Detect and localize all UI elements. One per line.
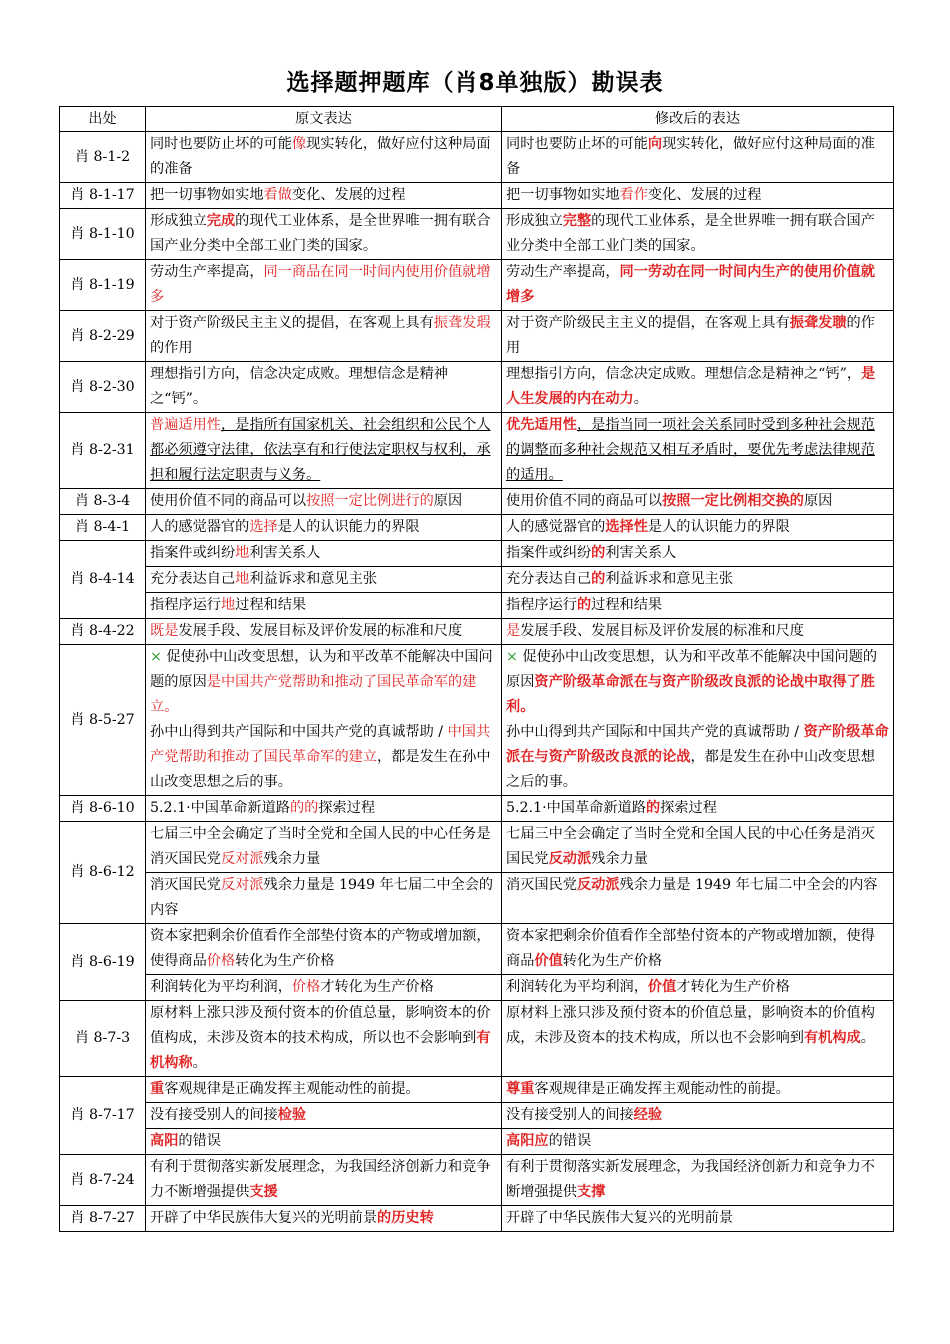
text-segment: 促使孙中山改变思想，认为和平改革不能解决中国问题的原因 [506, 649, 878, 690]
text-segment: 完成 [206, 213, 236, 229]
original-text-cell [146, 567, 502, 593]
text-segment: 价格 [291, 979, 321, 995]
text-segment: 指案件或纠纷 [150, 545, 236, 561]
text-segment: ，是指所有国家机关、社会组织和公民个人都必须遵守法律，依法享有和行使法定职权与权利，承担和履行法定职责与义务。 [150, 417, 491, 483]
text-segment: 原材料上涨只涉及预付资本的价值总量，影响资本的价值构成，未涉及资本的技术构成，所以也不会影响到 [150, 1005, 491, 1046]
table-row [60, 209, 894, 260]
text-segment: 振聋发瑕 [433, 315, 491, 331]
text-segment: 的 [645, 800, 661, 816]
source-cell: 肖 8-6-19 [60, 924, 146, 1001]
table-row [60, 975, 894, 1001]
original-text-cell [146, 413, 502, 489]
text-segment: 检验 [277, 1107, 307, 1123]
text-segment: 向 [647, 136, 663, 152]
original-text-cell [146, 645, 502, 796]
revised-text-cell [502, 260, 894, 311]
text-segment: 是人的认识能力的界限 [277, 519, 420, 535]
text-segment: 的错误 [548, 1133, 592, 1149]
text-segment: 价格 [206, 953, 236, 969]
revised-text-cell [502, 362, 894, 413]
table-row [60, 541, 894, 567]
text-segment: 的的 [289, 800, 319, 816]
table-row [60, 796, 894, 822]
revised-text-cell [502, 489, 894, 515]
text-segment: × [150, 649, 167, 665]
text-segment: 过程和结果 [591, 597, 663, 613]
revised-text-cell [502, 1103, 894, 1129]
table-row [60, 593, 894, 619]
text-segment: 地 [235, 545, 250, 561]
text-segment: 中国共产党帮助和推动了国民革命军的建立 [150, 724, 491, 765]
text-segment: 有机构称 [150, 1030, 491, 1071]
original-text-cell [146, 260, 502, 311]
text-segment: 残余力量 [263, 851, 321, 867]
source-cell: 肖 8-1-10 [60, 209, 146, 260]
table-row [60, 924, 894, 975]
text-segment: 形成独立 [150, 213, 207, 229]
text-segment: 原因 [433, 493, 463, 509]
text-segment: 资本家把剩余价值看作全部垫付资本的产物或增加额，使得商品 [150, 928, 491, 969]
revised-text-cell [502, 209, 894, 260]
original-text-cell [146, 1001, 502, 1077]
revised-text-cell [502, 541, 894, 567]
original-text-cell [146, 1129, 502, 1155]
table-body [60, 132, 894, 1232]
original-text-cell [146, 1103, 502, 1129]
revised-text-cell [502, 873, 894, 924]
revised-text-cell [502, 1001, 894, 1077]
text-segment: 消灭国民党 [506, 877, 577, 893]
text-segment: 的现代工业体系，是全世界唯一拥有联合国产业分类中全部工业门类的国家。 [150, 213, 491, 254]
text-segment: 使用价值不同的商品可以 [506, 493, 663, 509]
source-cell: 肖 8-3-4 [60, 489, 146, 515]
text-segment: 发展手段、发展目标及评价发展的标准和尺度 [178, 623, 463, 639]
text-segment: 指程序运行 [150, 597, 221, 613]
source-cell: 肖 8-2-31 [60, 413, 146, 489]
revised-text-cell [502, 183, 894, 209]
table-row [60, 873, 894, 924]
revised-text-cell [502, 132, 894, 183]
text-segment: 地 [235, 571, 250, 587]
table-row [60, 822, 894, 873]
text-segment: 消灭国民党 [150, 877, 221, 893]
text-segment: 人的感觉器官的 [150, 519, 250, 535]
table-row [60, 619, 894, 645]
table-row [60, 132, 894, 183]
table-row [60, 489, 894, 515]
text-segment: 原因 [803, 493, 833, 509]
text-segment: 支撑 [576, 1184, 606, 1200]
text-segment: ，都是发生在孙中山改变思想之后的事。 [150, 749, 491, 790]
source-cell: 肖 8-7-3 [60, 1001, 146, 1077]
text-segment: 利益诉求和意见主张 [605, 571, 734, 587]
table-row [60, 311, 894, 362]
text-segment: 按照一定比例相交换的 [662, 493, 804, 509]
source-cell: 肖 8-4-14 [60, 541, 146, 619]
text-segment: 5.2.1·中国革命新道路 [506, 800, 646, 816]
original-text-cell [146, 515, 502, 541]
text-segment: 七届三中全会确定了当时全党和全国人民的中心任务是消灭国民党 [506, 826, 875, 867]
source-cell: 肖 8-5-27 [60, 645, 146, 796]
text-segment: 客观规律是正确发挥主观能动性的前提。 [534, 1081, 790, 1097]
revised-text-cell [502, 619, 894, 645]
text-segment: 残余力量是 1949 年七届二中全会的内容 [150, 877, 494, 918]
original-text-cell [146, 796, 502, 822]
table-row [60, 260, 894, 311]
revised-text-cell [502, 645, 894, 796]
table-row [60, 567, 894, 593]
text-segment: 按照一定比例进行的 [306, 493, 434, 509]
text-segment: 的历史转 [377, 1210, 434, 1226]
text-segment: 的 [591, 571, 606, 587]
text-segment: 利润转化为平均利润， [506, 979, 648, 995]
original-text-cell [146, 975, 502, 1001]
original-text-cell [146, 132, 502, 183]
text-segment: 把一切事物如实地 [150, 187, 264, 203]
text-segment: 经验 [633, 1107, 663, 1123]
text-segment: 原材料上涨只涉及预付资本的价值总量，影响资本的价值构成，未涉及资本的技术构成，所以也不会影响到 [506, 1005, 875, 1046]
original-text-cell [146, 1206, 502, 1232]
text-segment: 转化为生产价格 [562, 953, 663, 969]
text-segment: 是人生发展的内在动力 [506, 366, 876, 407]
errata-table [59, 106, 894, 1232]
text-segment: 普遍适用性 [150, 417, 221, 433]
revised-text-cell [502, 1206, 894, 1232]
text-segment: 利润转化为平均利润， [150, 979, 292, 995]
table-row [60, 515, 894, 541]
text-segment: 同一商品在同一时间内使用价值就增多 [150, 264, 491, 305]
text-segment: 有利于贯彻落实新发展理念，为我国经济创新力和竞争力不断增强提供 [150, 1159, 491, 1200]
text-segment: 促使孙中山改变思想，认为和平改革不能解决中国问题的原因 [150, 649, 493, 690]
text-segment: 充分表达自己 [506, 571, 592, 587]
text-segment: ，是指当同一项社会关系同时受到多种社会规范的调整而多种社会规范又相互矛盾时，要优先考虑法律规范的适用。 [506, 417, 875, 483]
text-segment: 发展手段、发展目标及评价发展的标准和尺度 [520, 623, 804, 639]
table-row [60, 1103, 894, 1129]
header-original: 原文表达 [146, 107, 502, 132]
revised-text-cell [502, 413, 894, 489]
text-segment: 劳动生产率提高， [506, 264, 620, 280]
text-segment: 使用价值不同的商品可以 [150, 493, 307, 509]
table-row [60, 1129, 894, 1155]
text-segment: 残余力量 [591, 851, 648, 867]
text-segment: 支援 [249, 1184, 278, 1200]
text-segment: 七届三中全会确定了当时全党和全国人民的中心任务是消灭国民党 [150, 826, 491, 867]
original-text-cell [146, 1077, 502, 1103]
text-segment: 孙中山得到共产国际和中国共产党的真诚帮助 / [506, 724, 804, 740]
text-segment: 人的感觉器官的 [506, 519, 606, 535]
text-segment: 选择 [249, 519, 278, 535]
text-segment: 同时也要防止坏的可能 [150, 136, 292, 152]
text-segment: 利害关系人 [605, 545, 677, 561]
text-segment: 才转化为生产价格 [676, 979, 790, 995]
text-segment: 。 [633, 391, 648, 407]
text-segment: 有利于贯彻落实新发展理念，为我国经济创新力和竞争力不断增强提供 [506, 1159, 875, 1200]
text-segment: 优先适用性 [506, 417, 577, 433]
revised-text-cell [502, 924, 894, 975]
text-segment: 5.2.1·中国革命新道路 [150, 800, 290, 816]
text-segment: 尊重 [506, 1081, 535, 1097]
table-row [60, 183, 894, 209]
text-segment: 是 [506, 623, 521, 639]
text-segment: 的作用 [150, 340, 193, 356]
text-segment: 劳动生产率提高， [150, 264, 264, 280]
table-row [60, 1206, 894, 1232]
text-segment: 看作 [619, 187, 648, 203]
table-header-row [60, 107, 894, 132]
source-cell: 肖 8-1-19 [60, 260, 146, 311]
source-cell: 肖 8-7-17 [60, 1077, 146, 1155]
text-segment: 反对派 [220, 851, 264, 867]
text-segment: 价值 [647, 979, 677, 995]
original-text-cell [146, 1155, 502, 1206]
text-segment: 是中国共产党帮助和推动了国民革命军的建立。 [150, 674, 477, 715]
text-segment: 价值 [534, 953, 563, 969]
revised-text-cell [502, 1129, 894, 1155]
page-title: 选择题押题库（肖8单独版）勘误表 [286, 70, 664, 96]
header-revised: 修改后的表达 [502, 107, 894, 132]
revised-text-cell [502, 515, 894, 541]
text-segment: 反动派 [576, 877, 620, 893]
text-segment: 对于资产阶级民主主义的提倡，在客观上具有 [506, 315, 790, 331]
text-segment: 同时也要防止坏的可能 [506, 136, 648, 152]
original-text-cell [146, 541, 502, 567]
text-segment: 完整 [562, 213, 592, 229]
text-segment: 反对派 [220, 877, 264, 893]
text-segment: 残余力量是 1949 年七届二中全会的内容 [619, 877, 878, 893]
original-text-cell [146, 593, 502, 619]
text-segment: 的作用 [506, 315, 875, 356]
original-text-cell [146, 873, 502, 924]
text-segment: 客观规律是正确发挥主观能动性的前提。 [164, 1081, 420, 1097]
text-segment: 是人的认识能力的界限 [647, 519, 790, 535]
text-segment: 开辟了中华民族伟大复兴的光明前景 [506, 1210, 734, 1226]
header-source: 出处 [60, 107, 146, 132]
text-segment: 资产阶级革命派在与资产阶级改良派的论战中取得了胜利。 [506, 674, 875, 715]
revised-text-cell [502, 593, 894, 619]
revised-text-cell [502, 1077, 894, 1103]
source-cell: 肖 8-6-12 [60, 822, 146, 924]
original-text-cell [146, 183, 502, 209]
text-segment: 没有接受别人的间接 [506, 1107, 634, 1123]
original-text-cell [146, 489, 502, 515]
original-text-cell [146, 619, 502, 645]
text-segment: 高阳 [150, 1133, 179, 1149]
text-segment: 才转化为生产价格 [320, 979, 434, 995]
text-segment: 理想指引方向，信念决定成败。理想信念是精神之“钙”。 [150, 366, 448, 407]
table-row [60, 1077, 894, 1103]
text-segment: 同一劳动在同一时间内生产的使用价值就增多 [506, 264, 875, 305]
text-segment: 没有接受别人的间接 [150, 1107, 278, 1123]
source-cell: 肖 8-2-30 [60, 362, 146, 413]
text-segment: 探索过程 [318, 800, 376, 816]
text-segment: 理想指引方向，信念决定成败。理想信念是精神之“钙”， [506, 366, 862, 382]
text-segment: 选择性 [605, 519, 648, 535]
text-segment: 资本家把剩余价值看作全部垫付资本的产物或增加额，使得商品 [506, 928, 875, 969]
text-segment: 。 [192, 1055, 207, 1071]
text-segment: 的 [576, 597, 592, 613]
text-segment: 现实转化，做好应付这种局面的准备 [506, 136, 875, 177]
table-row [60, 645, 894, 796]
text-segment: 形成独立 [506, 213, 563, 229]
table-row [60, 413, 894, 489]
text-segment: 的现代工业体系，是全世界唯一拥有联合国产业分类中全部工业门类的国家。 [506, 213, 875, 254]
original-text-cell [146, 311, 502, 362]
source-cell: 肖 8-2-29 [60, 311, 146, 362]
source-cell: 肖 8-4-1 [60, 515, 146, 541]
table-row [60, 1001, 894, 1077]
text-segment: 对于资产阶级民主主义的提倡，在客观上具有 [150, 315, 434, 331]
revised-text-cell [502, 1155, 894, 1206]
text-segment: 重 [150, 1081, 165, 1097]
source-cell: 肖 8-1-17 [60, 183, 146, 209]
text-segment: 充分表达自己 [150, 571, 236, 587]
text-segment: 反动派 [548, 851, 592, 867]
text-segment: 有机构成 [803, 1030, 861, 1046]
source-cell: 肖 8-4-22 [60, 619, 146, 645]
text-segment: 转化为生产价格 [235, 953, 335, 969]
original-text-cell [146, 362, 502, 413]
source-cell: 肖 8-7-27 [60, 1206, 146, 1232]
original-text-cell [146, 822, 502, 873]
text-segment: 过程和结果 [235, 597, 307, 613]
text-segment: 指程序运行 [506, 597, 577, 613]
text-segment: 现实转化，做好应付这种局面的准备 [150, 136, 491, 177]
revised-text-cell [502, 567, 894, 593]
text-segment: 像 [291, 136, 307, 152]
text-segment: 既是 [150, 623, 179, 639]
text-segment: 的 [591, 545, 606, 561]
text-segment: 资产阶级革命派在与资产阶级改良派的论战 [506, 724, 889, 765]
text-segment: 高阳应 [506, 1133, 549, 1149]
text-segment: 看做 [263, 187, 292, 203]
text-segment: 指案件或纠纷 [506, 545, 592, 561]
text-segment: 地 [220, 597, 236, 613]
source-cell: 肖 8-1-2 [60, 132, 146, 183]
text-segment: 变化、发展的过程 [647, 187, 762, 203]
table-row [60, 1155, 894, 1206]
text-segment: 探索过程 [660, 800, 717, 816]
text-segment: 的错误 [178, 1133, 221, 1149]
text-segment: × [506, 649, 523, 665]
table-row [60, 362, 894, 413]
revised-text-cell [502, 822, 894, 873]
text-segment: 振聋发聩 [789, 315, 847, 331]
text-segment: 开辟了中华民族伟大复兴的光明前景 [150, 1210, 378, 1226]
text-segment: ，都是发生在孙中山改变思想之后的事。 [506, 749, 875, 790]
text-segment: 孙中山得到共产国际和中国共产党的真诚帮助 / [150, 724, 448, 740]
text-segment: 。 [860, 1030, 875, 1046]
revised-text-cell [502, 311, 894, 362]
text-segment: 变化、发展的过程 [291, 187, 406, 203]
text-segment: 把一切事物如实地 [506, 187, 620, 203]
original-text-cell [146, 924, 502, 975]
revised-text-cell [502, 975, 894, 1001]
text-segment: 利害关系人 [249, 545, 321, 561]
text-segment: 利益诉求和意见主张 [249, 571, 378, 587]
revised-text-cell [502, 796, 894, 822]
source-cell: 肖 8-7-24 [60, 1155, 146, 1206]
original-text-cell [146, 209, 502, 260]
source-cell: 肖 8-6-10 [60, 796, 146, 822]
